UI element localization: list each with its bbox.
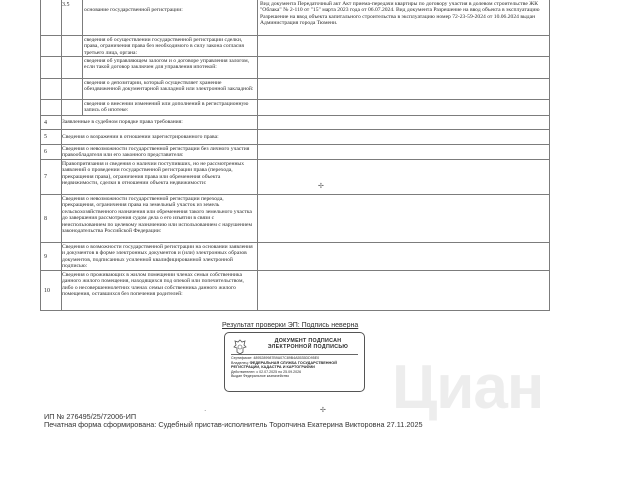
row-value	[258, 36, 550, 56]
table-row	[40, 57, 550, 79]
row-subnumber: 3.5	[62, 2, 70, 8]
table-row-7	[40, 160, 550, 195]
row-label: сведения об управляющем залогом и о договоре управления залогом, если такой договор заключен для управления ипотекой:	[82, 57, 258, 78]
row-label: сведения о внесении изменений или дополнений в регистрационную запись об ипотеке:	[82, 100, 258, 115]
row-label: Заявленные в судебном порядке права требования:	[60, 116, 258, 129]
row-number-cell	[40, 130, 62, 144]
row-value	[258, 145, 550, 159]
stamp-certificate: Сертификат: 4895289987B9A07C89B4A5535DD95E0	[231, 356, 320, 360]
row-number: 6	[44, 149, 47, 155]
table-row-6	[40, 145, 550, 160]
stamp-owner-label: Владелец:	[231, 360, 249, 365]
row-label: сведения о депозитарии, который осуществляет хранение обездвиженной документарной закладной или электронной закладной:	[82, 79, 258, 99]
row-label: Правопритязания и сведения о наличии поступивших, но не рассмотренных заявлений о проведении государственной регистрации права (перехода, прекращения права), ограничения права или обременения объекта недвижимости, сделки в отношении объекта недвижимости:	[60, 160, 258, 194]
table-row-10	[40, 271, 550, 311]
table-row	[40, 36, 550, 57]
table-row	[40, 79, 550, 100]
scan-mark: ✢	[320, 406, 326, 414]
row-value	[258, 271, 550, 310]
table-row	[40, 100, 550, 116]
row-number-cell	[40, 57, 62, 78]
table-row-4	[40, 116, 550, 130]
row-value	[258, 116, 550, 129]
row-value: Вид документа Передаточный акт Акт приема-передачи квартиры по договору участия в долевом строительстве ЖК "Облака" № 2-110 от "15" марта 2023 года от 06.07.2024. Вид документа Разрешение на ввод объекта в эксплуатацию Разрешение на ввод объекта капитального строительства в эксплуатацию номер 72-23-59-2024 от 10.06.2024 выдан Администрация города Тюмени.	[258, 0, 550, 35]
stamp-details	[231, 356, 361, 379]
stamp-validity: Действителен: с 02.07.2025 по 25.09.2026	[231, 369, 302, 374]
stamp-divider	[231, 354, 358, 355]
row-value	[258, 130, 550, 144]
table-row-8	[40, 195, 550, 243]
row-label: Сведения о невозможности государственной регистрации без личного участия правообладателя или его законного представителя:	[60, 145, 258, 159]
row-label: Сведения о проживающих в жилом помещении членах семьи собственника данного жилого помещения, находящихся под опекой или попечительством, либо о несовершеннолетних членах семьи собственника данного жилого помещения, оставшихся без попечения родителей:	[60, 271, 258, 310]
signature-check-caption: Результат проверки ЭП: Подпись неверна	[222, 322, 359, 329]
row-number-cell	[40, 36, 62, 56]
stamp-title	[255, 338, 361, 350]
scan-mark: ✢	[318, 182, 324, 190]
row-number: 4	[44, 119, 47, 126]
table-row-9	[40, 243, 550, 271]
row-label: Сведения о возражении в отношении зарегистрированного права:	[60, 130, 258, 144]
row-value	[258, 243, 550, 270]
row-subnumber-cell	[60, 57, 83, 78]
stamp-owner-line: РЕГИСТРАЦИИ, КАДАСТРА И КАРТОГРАФИИ	[231, 365, 315, 370]
row-number: 10	[44, 287, 50, 294]
row-number: 7	[44, 174, 47, 180]
enforcement-case-number: ИП № 276495/25/72006-ИП	[44, 412, 137, 421]
row-label: основание государственной регистрации:	[82, 0, 258, 35]
row-number: 5	[44, 134, 47, 140]
scan-mark: ·	[204, 407, 207, 415]
row-number: 8	[44, 215, 47, 222]
row-subnumber-cell	[60, 36, 83, 56]
row-subnumber-cell	[60, 100, 83, 115]
row-number-cell	[40, 195, 62, 242]
row-label: Сведения о возможности государственной регистрации на основании заявления и документов в форме электронных документов и (или) электронных образов документов, подписанных усиленной квалифицированной электронной подписью:	[60, 243, 258, 270]
row-number-cell	[40, 145, 62, 159]
row-number-cell	[40, 160, 62, 194]
row-label: Сведения о невозможности государственной регистрации перехода, прекращения, ограничения права на земельный участок из земель сельскохозяйственного назначения или обременения такого земельного участка до завершения рассмотрения судом дела о его изъятии в связи с неиспользованием по целевому назначению или использованием с нарушением законодательства Российской Федерации:	[60, 195, 258, 242]
stamp-issuer: Выдан Федеральное казначейство	[231, 374, 290, 379]
register-table	[40, 0, 550, 311]
table-row-3-5	[40, 0, 550, 36]
row-value	[258, 100, 550, 115]
row-label: сведения об осуществлении государственной регистрации сделки, права, ограничения права без необходимого в силу закона согласия третьего лица, органа:	[82, 36, 258, 56]
stamp-owner-line: ФЕДЕРАЛЬНАЯ СЛУЖБА ГОСУДАРСТВЕННОЙ	[249, 360, 337, 365]
row-subnumber-cell	[60, 79, 83, 99]
row-value	[258, 79, 550, 99]
row-number-cell	[40, 0, 62, 35]
row-subnumber-cell	[60, 0, 83, 35]
printed-by-line: Печатная форма сформирована: Судебный пристав-исполнитель Торопчина Екатерина Викторовна 27.11.2025	[44, 420, 423, 429]
row-value	[258, 160, 550, 194]
stamp-title-line: ЭЛЕКТРОННОЙ ПОДПИСЬЮ	[267, 344, 349, 350]
row-value	[258, 195, 550, 242]
row-number-cell	[40, 100, 62, 115]
row-number-cell	[40, 243, 62, 270]
row-number-cell	[40, 116, 62, 129]
row-value	[258, 57, 550, 78]
row-number-cell	[40, 271, 62, 310]
row-number-cell	[40, 79, 62, 99]
row-number: 9	[44, 253, 47, 260]
watermark: Циан	[392, 353, 544, 422]
stamp-title-line: ДОКУМЕНТ ПОДПИСАН	[274, 338, 342, 344]
signature-stamp	[224, 332, 365, 392]
table-row-5	[40, 130, 550, 145]
